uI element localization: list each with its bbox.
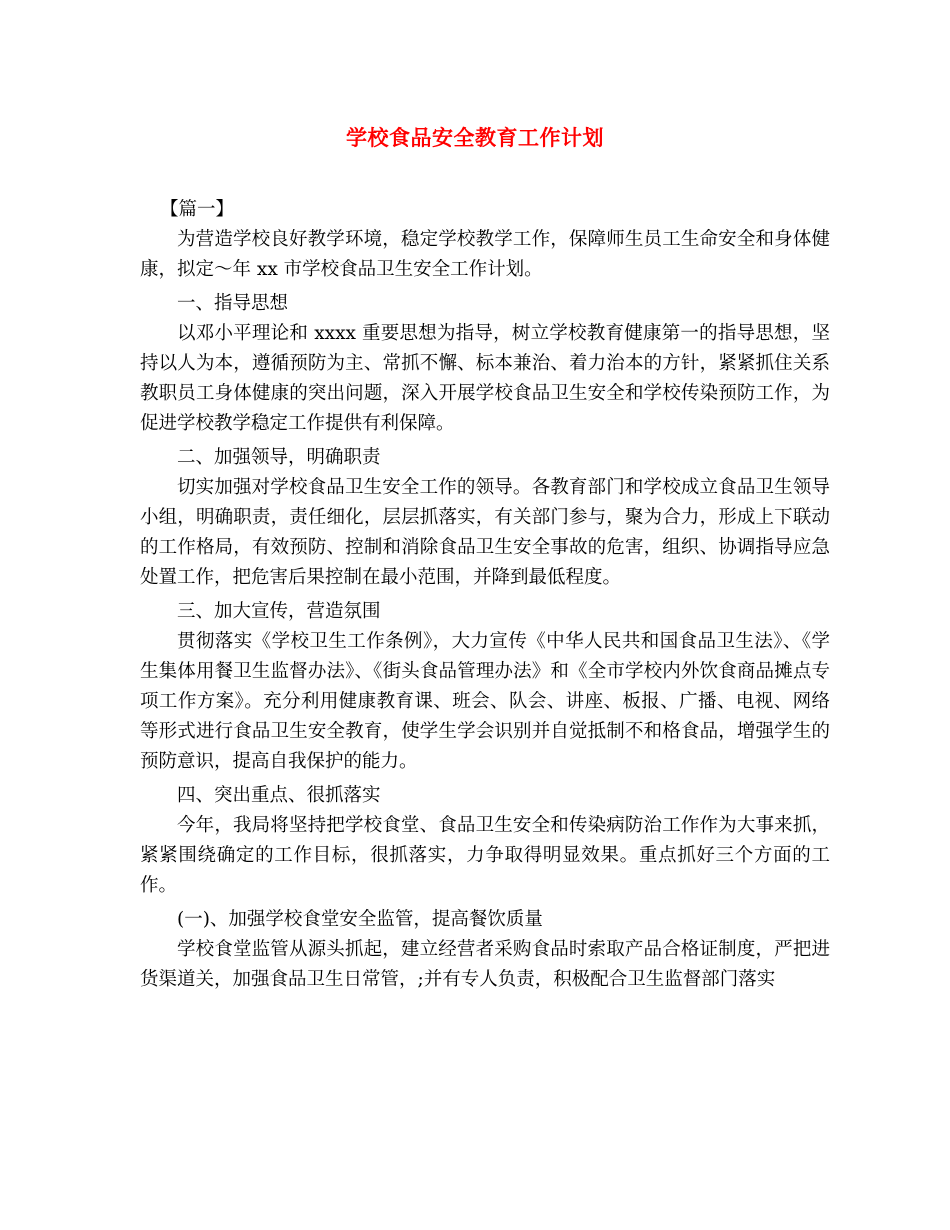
section-label: 【篇一】 bbox=[160, 199, 235, 220]
paragraph-canteen-supervision: 学校食堂监管从源头抓起，建立经营者采购食品时索取产品合格证制度，严把进货渠道关，加强食品卫生日常管，;并有专人负责，积极配合卫生监督部门落实 bbox=[140, 939, 830, 990]
heading-canteen-supervision: (一)、加强学校食堂安全监管，提高餐饮质量 bbox=[177, 909, 543, 930]
heading-publicity: 三、加大宣传，营造氛围 bbox=[177, 601, 381, 622]
paragraph-leadership: 切实加强对学校食品卫生安全工作的领导。各教育部门和学校成立食品卫生领导小组，明确职责，责任细化，层层抓落实，有关部门参与，聚为合力，形成上下联动的工作格局，有效预防、控制和消除食品卫生安全事故的危害，组织、协调指导应急处置工作，把危害后果控制在最小范围，并降到最低程度。 bbox=[140, 477, 830, 588]
heading-key-points: 四、突出重点、很抓落实 bbox=[177, 785, 381, 806]
document-body bbox=[140, 195, 830, 995]
heading-guiding-ideology: 一、指导思想 bbox=[177, 293, 289, 314]
document-title: 学校食品安全教育工作计划 bbox=[346, 125, 604, 150]
heading-leadership: 二、加强领导，明确职责 bbox=[177, 447, 381, 468]
paragraph-guiding-ideology: 以邓小平理论和 xxxx 重要思想为指导，树立学校教育健康第一的指导思想，坚持以人为本，遵循预防为主、常抓不懈、标本兼治、着力治本的方针，紧紧抓住关系教职员工身体健康的突出问题，深入开展学校食品卫生安全和学校传染预防工作，为促进学校教学稳定工作提供有利保障。 bbox=[140, 323, 830, 434]
paragraph-key-points: 今年，我局将坚持把学校食堂、食品卫生安全和传染病防治工作作为大事来抓，紧紧围绕确定的工作目标，很抓落实，力争取得明显效果。重点抓好三个方面的工作。 bbox=[140, 815, 830, 896]
paragraph-publicity: 贯彻落实《学校卫生工作条例》，大力宣传《中华人民共和国食品卫生法》、《学生集体用餐卫生监督办法》、《街头食品管理办法》和《全市学校内外饮食商品摊点专项工作方案》。充分利用健康教育课、班会、队会、讲座、板报、广播、电视、网络等形式进行食品卫生安全教育，使学生学会识别并自觉抵制不和格食品，增强学生的预防意识，提高自我保护的能力。 bbox=[140, 631, 830, 772]
intro-paragraph: 为营造学校良好教学环境，稳定学校教学工作，保障师生员工生命安全和身体健康，拟定～年 xx 市学校食品卫生安全工作计划。 bbox=[140, 229, 830, 280]
